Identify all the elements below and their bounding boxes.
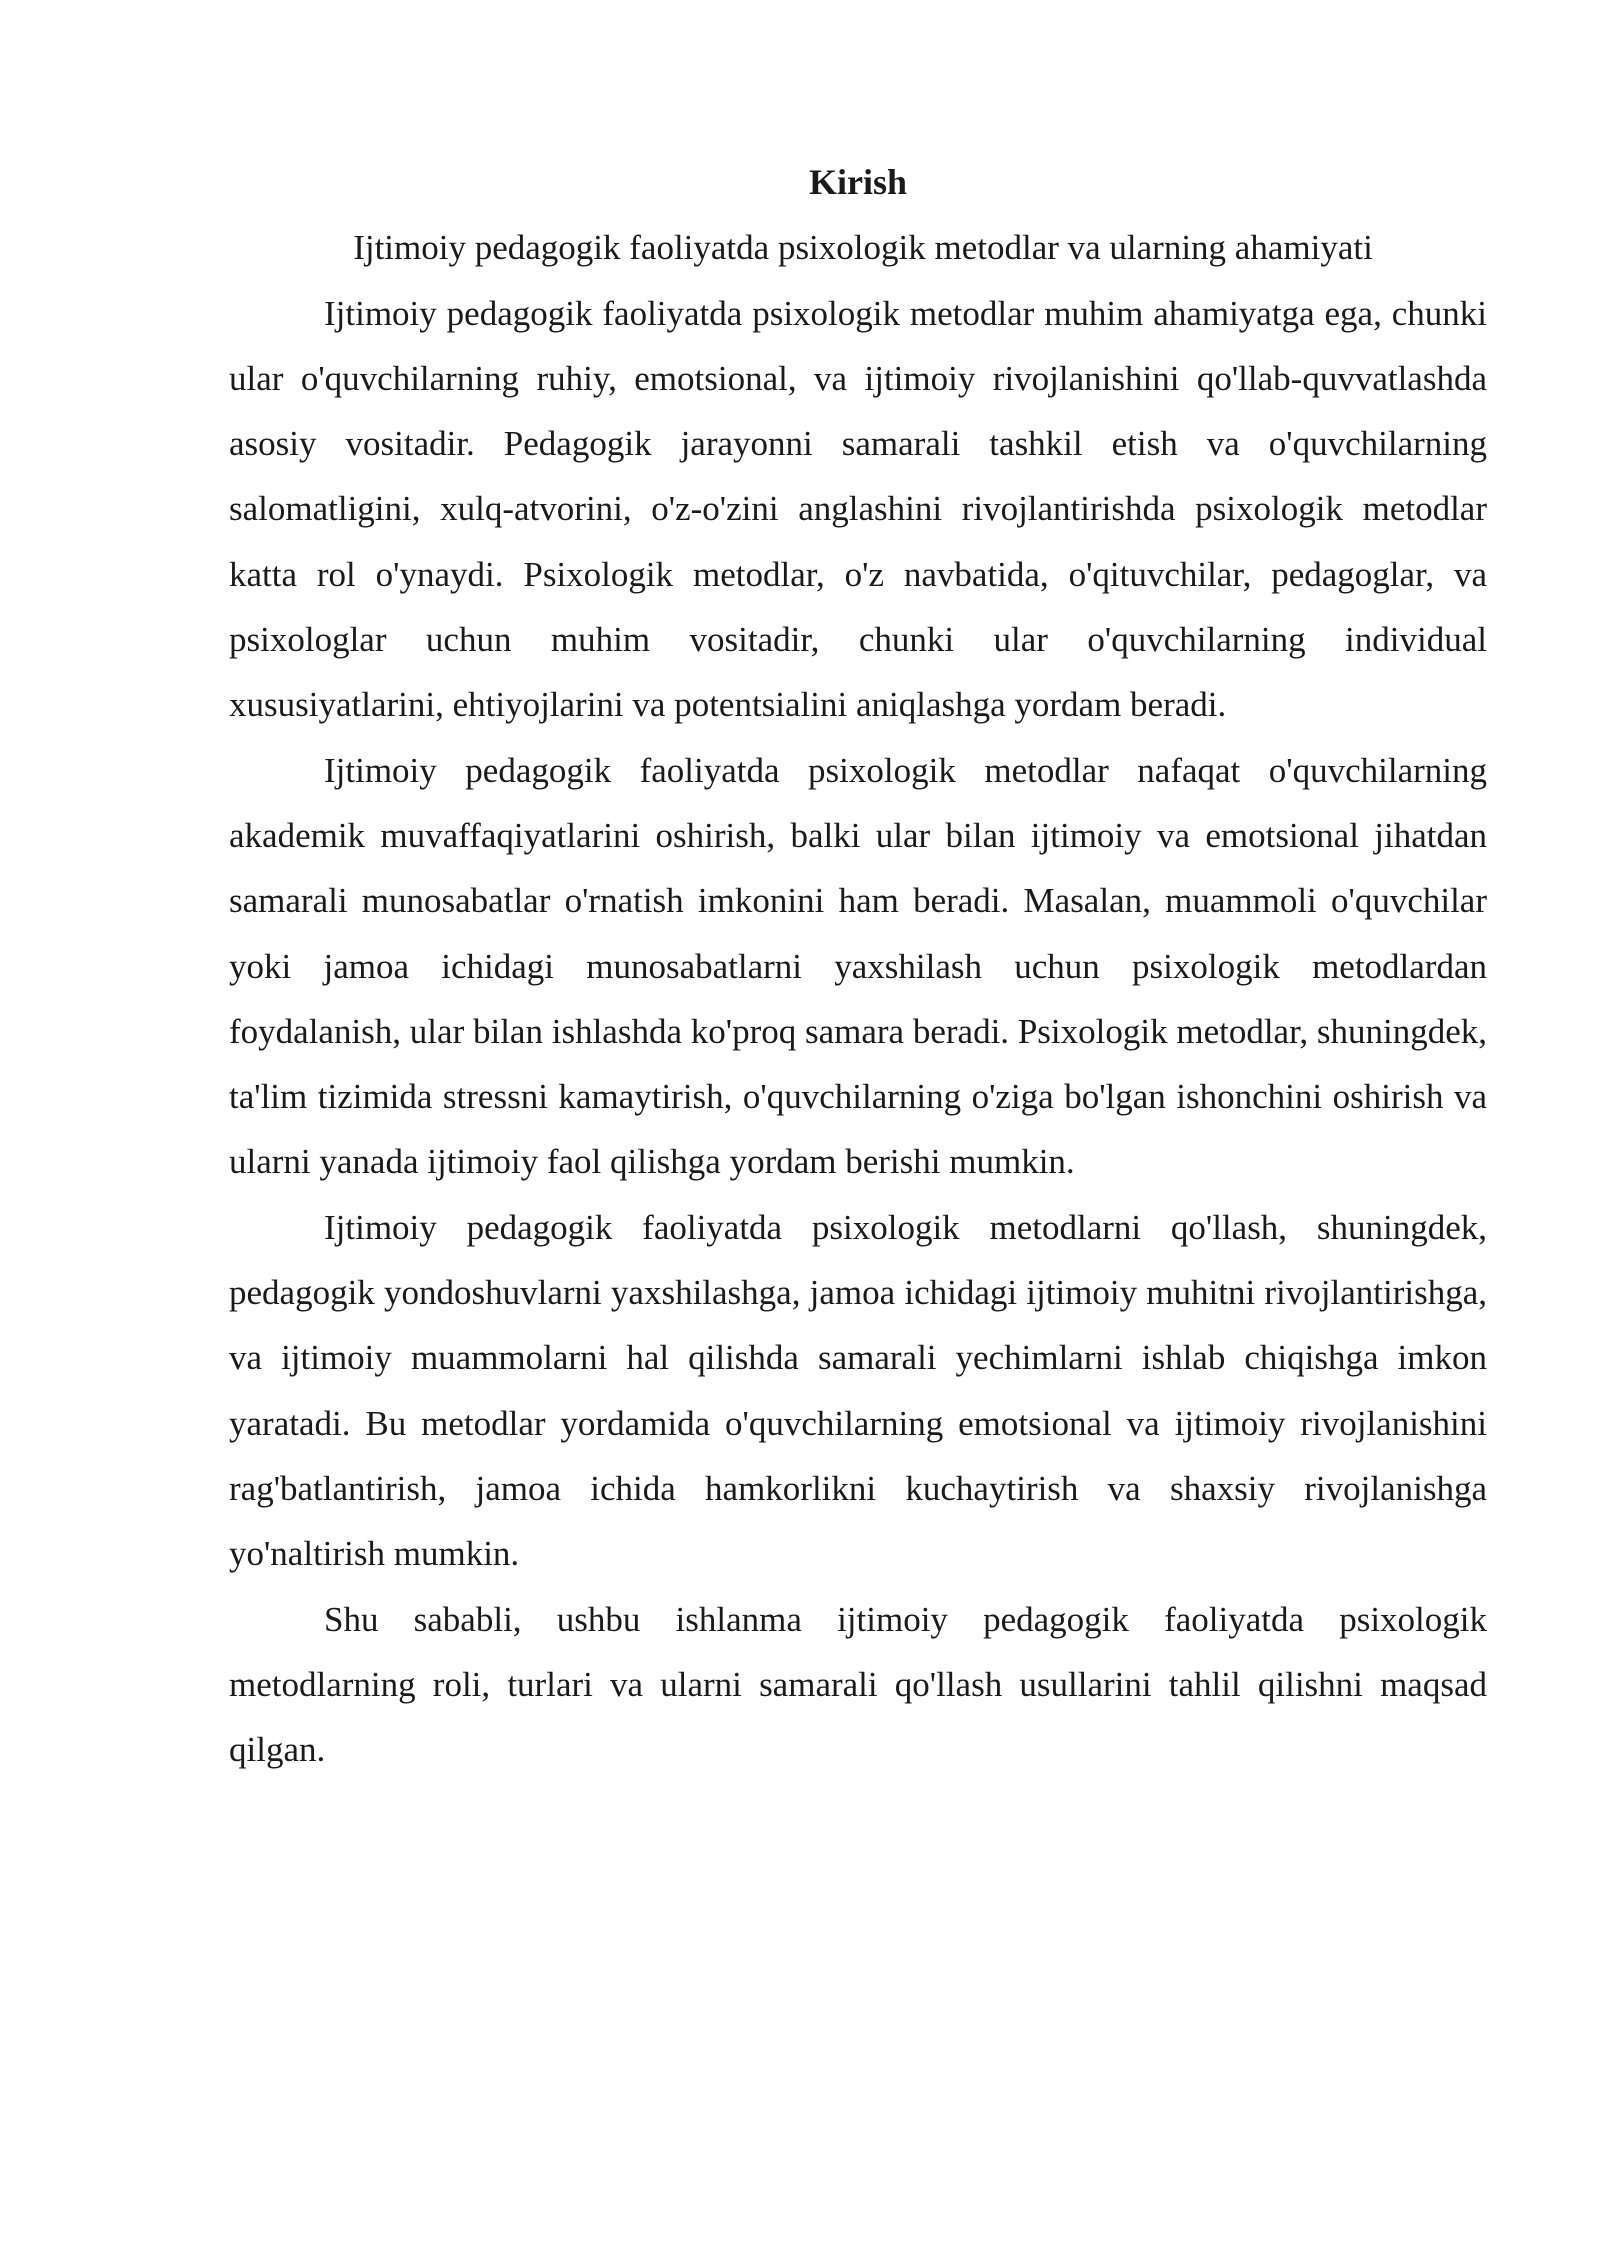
paragraph-2: Ijtimoiy pedagogik faoliyatda psixologik metodlar nafaqat o'quvchilarning akademik muvaffaqiyatlarini oshirish, balki ular bilan ijtimoiy va emotsional jihatdan samarali munosabatlar o'rnatish imkonini ham beradi. Masalan, muammoli o'quvchilar yoki jamoa ichidagi munosabatlarni yaxshilash uchun psixologik metodlardan foydalanish, ular bilan ishlashda ko'proq samara beradi. Psixologik metodlar, shuningdek, ta'lim tizimida stressni kamaytirish, o'quvchilarning o'ziga bo'lgan ishonchini oshirish va ularni yanada ijtimoiy faol qilishga yordam berishi mumkin.: [229, 750, 1487, 1182]
page-title: Kirish: [808, 162, 907, 202]
section-subtitle: Ijtimoiy pedagogik faoliyatda psixologik metodlar va ularning ahamiyati: [353, 228, 1373, 268]
document-body: [229, 150, 1487, 1782]
paragraph-4: Shu sababli, ushbu ishlanma ijtimoiy pedagogik faoliyatda psixologik metodlarning roli, turlari va ularni samarali qo'llash usullarini tahlil qilishni maqsad qilgan.: [229, 1599, 1487, 1770]
paragraph-1: Ijtimoiy pedagogik faoliyatda psixologik metodlar muhim ahamiyatga ega, chunki ular o'quvchilarning ruhiy, emotsional, va ijtimoiy rivojlanishini qo'llab-quvvatlashda asosiy vositadir. Pedagogik jarayonni samarali tashkil etish va o'quvchilarning salomatligini, xulq-atvorini, o'z-o'zini anglashini rivojlantirishda psixologik metodlar katta rol o'ynaydi. Psixologik metodlar, o'z navbatida, o'qituvchilar, pedagoglar, va psixologlar uchun muhim vositadir, chunki ular o'quvchilarning individual xususiyatlarini, ehtiyojlarini va potentsialini aniqlashga yordam beradi.: [229, 293, 1487, 725]
paragraph-3: Ijtimoiy pedagogik faoliyatda psixologik metodlarni qo'llash, shuningdek, pedagogik yondoshuvlarni yaxshilashga, jamoa ichidagi ijtimoiy muhitni rivojlantirishga, va ijtimoiy muammolarni hal qilishda samarali yechimlarni ishlab chiqishga imkon yaratadi. Bu metodlar yordamida o'quvchilarning emotsional va ijtimoiy rivojlanishini rag'batlantirish, jamoa ichida hamkorlikni kuchaytirish va shaxsiy rivojlanishga yo'naltirish mumkin.: [229, 1207, 1487, 1574]
